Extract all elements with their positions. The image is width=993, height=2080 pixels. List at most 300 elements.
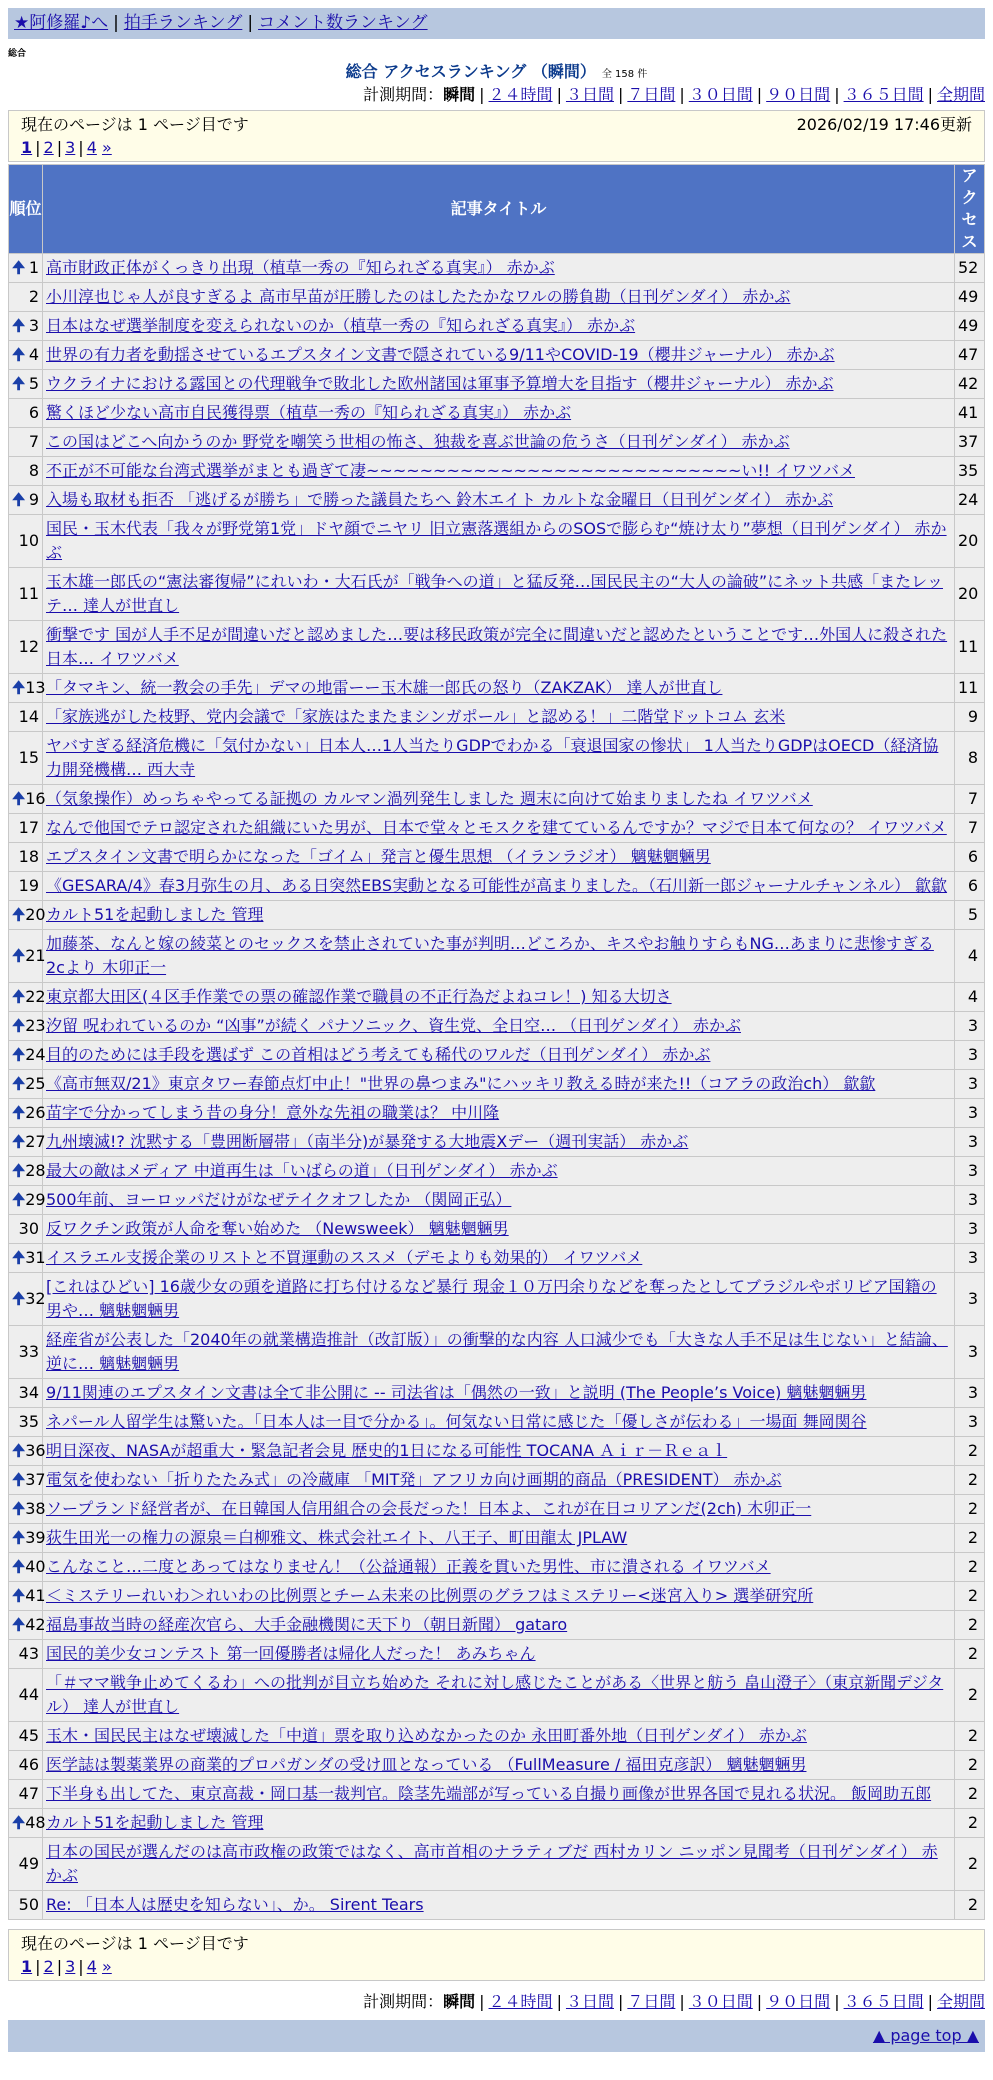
rank-number: 8 [28, 461, 39, 480]
title-cell [43, 872, 955, 901]
access-count: 24 [955, 486, 985, 515]
access-count: 49 [955, 312, 985, 341]
period-link[interactable]: ７日間 [627, 85, 676, 104]
title-cell [43, 1466, 955, 1495]
title-cell [43, 1273, 955, 1326]
page-separator: | [56, 1957, 63, 1976]
rank-number: 20 [25, 905, 46, 924]
up-arrow-icon: 🠉 [12, 1470, 26, 1489]
rank-number: 49 [18, 1854, 39, 1873]
access-count: 2 [955, 1611, 985, 1640]
access-count: 2 [955, 1780, 985, 1809]
table-row [9, 1012, 985, 1041]
rank-cell [9, 1553, 46, 1582]
rank-cell [9, 1186, 46, 1215]
table-row [9, 428, 985, 457]
page-link[interactable]: 4 [86, 138, 97, 157]
article-title-link[interactable]: 入場も取材も拒否 「逃げるが勝ち」で勝った議員たちへ 鈴木エイト カルトな金曜日（日刊ゲンダイ） 赤かぶ [46, 490, 834, 509]
table-row [9, 1326, 985, 1379]
access-count: 2 [955, 1524, 985, 1553]
article-title-link[interactable]: 荻生田光一の権力の源泉＝白柳雅文、株式会社エイト、八王子、町田龍太 JPLAW [46, 1528, 628, 1547]
period-link[interactable]: ３６５日間 [843, 85, 924, 104]
access-count: 6 [955, 872, 985, 901]
table-row [9, 1437, 985, 1466]
title-cell [43, 283, 955, 312]
article-title-link[interactable]: 福島事故当時の経産次官ら、大手金融機関に天下り（朝日新聞） gataro [46, 1615, 568, 1634]
table-row [9, 843, 985, 872]
updated-timestamp: 2026/02/19 17:46更新 [796, 115, 972, 134]
rank-cell [9, 1495, 46, 1524]
rank-cell [9, 254, 43, 283]
title-cell [43, 1751, 955, 1780]
title-cell [43, 486, 955, 515]
rank-cell [9, 457, 43, 486]
period-separator: | [756, 1992, 763, 2011]
pager-bottom [8, 1929, 985, 1981]
article-title-link[interactable]: Re: 「日本人は歴史を知らない」、か。 Sirent Tears [46, 1895, 424, 1914]
title-cell [43, 1780, 955, 1809]
title-cell [43, 568, 955, 621]
top-navigation-bar [8, 8, 985, 39]
table-row [9, 1495, 985, 1524]
article-title-link[interactable]: 玉木雄一郎氏の“憲法審復帰”にれいわ・大石氏が「戦争への道」と猛反発…国民民主の“大人の論破”にネット共感「またレッテ… 達人が世直し [46, 572, 943, 615]
article-title-link[interactable]: 「＃ママ戦争止めてくるわ」への批判が目立ち始めた それに対し感じたことがある〈世界と舫う 畠山澄子〉（東京新聞デジタル） 達人が世直し [46, 1673, 944, 1716]
access-count: 3 [955, 1215, 985, 1244]
access-count: 41 [955, 399, 985, 428]
table-row [9, 1838, 985, 1891]
title-cell [43, 843, 955, 872]
period-link[interactable]: ９０日間 [766, 85, 831, 104]
rank-cell [9, 1437, 46, 1466]
title-cell [43, 1326, 955, 1379]
article-title-link[interactable]: 目的のためには手段を選ばず この首相はどう考えても稀代のワルだ（日刊ゲンダイ） 赤かぶ [46, 1045, 711, 1064]
access-count: 7 [955, 785, 985, 814]
access-count: 9 [955, 703, 985, 732]
rank-number: 45 [18, 1726, 39, 1745]
article-title-link[interactable]: 不正が不可能な台湾式選挙がまとも過ぎて凄~~~~~~~~~~~~~~~~~~~~~~~~~~~~い!! イワツバメ [46, 461, 855, 480]
table-row [9, 732, 985, 785]
rank-number: 5 [28, 374, 39, 393]
title-cell [43, 1244, 955, 1273]
article-title-link[interactable]: 驚くほど少ない高市自民獲得票（植草一秀の『知られざる真実』） 赤かぶ [46, 403, 572, 422]
rank-cell [9, 486, 43, 515]
period-link[interactable]: ９０日間 [766, 1992, 831, 2011]
access-count: 3 [955, 1128, 985, 1157]
rank-number: 14 [18, 707, 39, 726]
up-arrow-icon: 🠉 [12, 1289, 26, 1308]
access-count: 3 [955, 1273, 985, 1326]
rank-cell [9, 785, 46, 814]
comment-ranking-link[interactable]: コメント数ランキング [258, 13, 428, 33]
rank-number: 1 [28, 258, 39, 277]
up-arrow-icon: 🠉 [12, 1528, 26, 1547]
rank-cell [9, 1524, 46, 1553]
table-row [9, 1379, 985, 1408]
article-title-link[interactable]: 9/11関連のエプスタイン文書は全て非公開に -- 司法省は「偶然の一致」と説明 (The People’s Voice) 魑魅魍魎男 [46, 1383, 867, 1402]
title-cell [43, 1582, 955, 1611]
rank-number: 25 [25, 1074, 46, 1093]
current-page-text: 現在のページは 1 ページ目です [21, 1934, 249, 1953]
up-arrow-icon: 🠉 [12, 490, 26, 509]
access-count: 2 [955, 1751, 985, 1780]
article-title-link[interactable]: 最大の敵はメディア 中道再生は「いばらの道」（日刊ゲンダイ） 赤かぶ [46, 1161, 558, 1180]
table-row [9, 1041, 985, 1070]
table-row [9, 1408, 985, 1437]
rank-number: 2 [28, 287, 39, 306]
table-row [9, 1611, 985, 1640]
title-cell [43, 1041, 955, 1070]
page-link-current[interactable]: 1 [21, 138, 33, 157]
up-arrow-icon: 🠉 [12, 1045, 26, 1064]
table-row [9, 1809, 985, 1838]
rank-number: 24 [25, 1045, 46, 1064]
period-separator: | [756, 85, 763, 104]
up-arrow-icon: 🠉 [12, 1248, 26, 1267]
period-link[interactable]: 全期間 [936, 85, 985, 104]
rank-cell [9, 283, 43, 312]
next-page-link[interactable]: » [101, 138, 112, 157]
up-arrow-icon: 🠉 [12, 1441, 26, 1460]
access-count: 4 [955, 983, 985, 1012]
rank-cell [9, 1157, 46, 1186]
up-arrow-icon: 🠉 [12, 1074, 26, 1093]
page-separator: | [56, 138, 63, 157]
article-title-link[interactable]: ＜ミステリーれいわ＞れいわの比例票とチーム未来の比例票のグラフはミステリー<迷宮入り> 選挙研究所 [46, 1586, 814, 1605]
page-separator: | [35, 138, 41, 157]
rank-cell [9, 1128, 46, 1157]
rank-cell [9, 1838, 43, 1891]
rank-cell [9, 1751, 43, 1780]
table-row [9, 1780, 985, 1809]
table-row [9, 703, 985, 732]
title-cell [43, 1495, 955, 1524]
title-cell [43, 674, 955, 703]
period-separator: | [617, 85, 624, 104]
rank-cell [9, 312, 43, 341]
article-title-link[interactable]: 玉木・国民民主はなぜ壊滅した「中道」票を取り込めなかったのか 永田町番外地（日刊ゲンダイ） 赤かぶ [46, 1726, 807, 1745]
up-arrow-icon: 🠉 [12, 678, 26, 697]
period-separator: | [556, 85, 562, 104]
rank-cell [9, 1326, 43, 1379]
rank-number: 13 [25, 678, 46, 697]
access-count: 35 [955, 457, 985, 486]
access-count: 2 [955, 1809, 985, 1838]
page-link[interactable]: 4 [86, 1957, 97, 1976]
article-title-link[interactable]: 小川淳也じゃ人が良すぎるよ 高市早苗が圧勝したのはしたたかなワルの勝負勘（日刊ゲンダイ） 赤かぶ [46, 287, 791, 306]
table-row [9, 785, 985, 814]
access-count: 3 [955, 1326, 985, 1379]
rank-cell [9, 843, 43, 872]
rank-number: 28 [25, 1161, 46, 1180]
table-row [9, 1244, 985, 1273]
article-title-link[interactable]: 「家族逃がした枝野、党内会議で「家族はたまたまシンガポール」と認める！」二階堂ドットコム 玄米 [46, 707, 786, 726]
table-row [9, 1669, 985, 1722]
page-top-link[interactable]: ▲ page top ▲ [872, 2026, 979, 2045]
article-title-link[interactable]: 反ワクチン政策が人命を奪い始めた （Newsweek） 魑魅魍魎男 [46, 1219, 509, 1238]
article-title-link[interactable]: 下半身も出してた、東京高裁・岡口基一裁判官。陰茎先端部が写っている自撮り画像が世界各国で見れる状況。 飯岡助五郎 [46, 1784, 932, 1803]
period-separator: | [556, 1992, 562, 2011]
rank-number: 33 [18, 1342, 39, 1361]
access-count: 52 [955, 254, 985, 283]
rank-number: 12 [18, 637, 39, 656]
table-row [9, 1751, 985, 1780]
rank-header: 順位 [9, 165, 43, 254]
table-row [9, 1186, 985, 1215]
period-link[interactable]: ２４時間 [488, 1992, 553, 2011]
access-count: 3 [955, 1244, 985, 1273]
table-row [9, 370, 985, 399]
access-count: 8 [955, 732, 985, 785]
rank-number: 41 [25, 1586, 46, 1605]
rank-number: 6 [28, 403, 39, 422]
rank-number: 47 [18, 1784, 39, 1803]
article-title-link[interactable]: こんなこと…二度とあってはなりません！（公益通報）正義を貫いた男性、市に潰される イワツバメ [46, 1557, 771, 1576]
period-separator: | [679, 85, 685, 104]
rank-number: 16 [25, 789, 46, 808]
period-link[interactable]: ３０日間 [688, 85, 753, 104]
rank-cell [9, 1611, 46, 1640]
pager-top [8, 110, 985, 162]
period-link[interactable]: ３０日間 [688, 1992, 753, 2011]
article-title-link[interactable]: ソープランド経営者が、在日韓国人信用組合の会長だった！日本よ、これが在日コリアンだ(2ch) 木卯正一 [46, 1499, 812, 1518]
rank-number: 30 [18, 1219, 39, 1238]
rank-number: 7 [28, 432, 39, 451]
access-count: 2 [955, 1582, 985, 1611]
article-title-link[interactable]: ウクライナにおける露国との代理戦争で敗北した欧州諸国は軍事予算増大を目指す（櫻井ジャーナル） 赤かぶ [46, 374, 834, 393]
title-cell [43, 457, 955, 486]
table-row [9, 1640, 985, 1669]
access-count: 2 [955, 1891, 985, 1920]
article-title-link[interactable]: 電気を使わない「折りたたみ式」の冷蔵庫 「MIT発」アフリカ向け画期的商品（PRESIDENT） 赤かぶ [46, 1470, 782, 1489]
rank-cell [9, 901, 46, 930]
article-title-link[interactable]: 汐留 呪われているのか “凶事”が続く パナソニック、資生党、全日空… （日刊ゲンダイ） 赤かぶ [46, 1016, 741, 1035]
up-arrow-icon: 🠉 [12, 987, 26, 1006]
period-label: 計測期間： [363, 85, 444, 104]
period-link[interactable]: ３６５日間 [843, 1992, 924, 2011]
current-page-text: 現在のページは 1 ページ目です [21, 115, 249, 134]
title-cell [43, 621, 955, 674]
article-title-link[interactable]: 医学誌は製薬業界の商業的プロパガンダの受け皿となっている （FullMeasure / 福田克彦訳） 魑魅魍魎男 [46, 1755, 807, 1774]
rank-cell [9, 1722, 43, 1751]
rank-number: 34 [18, 1383, 39, 1402]
article-title-link[interactable]: [これはひどい] 16歳少女の頭を道路に打ち付けるなど暴行 現金１０万円余りなどを奪ったとしてブラジルやボリビア国籍の男や… 魑魅魍魎男 [46, 1277, 937, 1320]
rank-cell [9, 399, 43, 428]
access-count: 6 [955, 843, 985, 872]
period-separator: | [927, 1992, 933, 2011]
page-separator: | [78, 138, 84, 157]
access-count: 2 [955, 1838, 985, 1891]
article-title-link[interactable]: 500年前、ヨーロッパだけがなぜテイクオフしたか （関岡正弘） [46, 1190, 512, 1209]
article-title-link[interactable]: 「タマキン、統一教会の手先」デマの地雷ーー玉木雄一郎氏の怒り（ZAKZAK） 達人が世直し [46, 678, 723, 697]
table-row [9, 283, 985, 312]
rank-number: 50 [18, 1895, 39, 1914]
title-cell [43, 1437, 955, 1466]
article-title-link[interactable]: この国はどこへ向かうのか 野党を嘲笑う世相の怖さ、独裁を喜ぶ世論の危うさ（日刊ゲンダイ） 赤かぶ [46, 432, 790, 451]
article-title-link[interactable]: カルト51を起動しました 管理 [46, 905, 264, 924]
article-title-link[interactable]: 日本はなぜ選挙制度を変えられないのか（植草一秀の『知られざる真実』） 赤かぶ [46, 316, 636, 335]
rank-cell [9, 515, 43, 568]
access-count: 37 [955, 428, 985, 457]
rank-cell [9, 674, 46, 703]
page-link[interactable]: 3 [65, 138, 76, 157]
up-arrow-icon: 🠉 [12, 374, 26, 393]
period-link[interactable]: ７日間 [627, 1992, 676, 2011]
applause-ranking-link[interactable]: 拍手ランキング [123, 13, 243, 33]
rank-cell [9, 428, 43, 457]
rank-number: 29 [25, 1190, 46, 1209]
title-cell [43, 1524, 955, 1553]
title-cell [43, 1408, 955, 1437]
title-cell [43, 1186, 955, 1215]
table-row [9, 486, 985, 515]
home-link[interactable]: ★阿修羅♪へ [14, 13, 109, 33]
title-cell [43, 312, 955, 341]
rank-cell [9, 703, 43, 732]
next-page-link[interactable]: » [101, 1957, 112, 1976]
article-title-link[interactable]: 経産省が公表した「2040年の就業構造推計（改訂版）」の衝撃的な内容 人口減少でも「大きな人手不足は生じない」と結論、逆に… 魑魅魍魎男 [46, 1330, 948, 1373]
access-count: 20 [955, 515, 985, 568]
title-cell [43, 1891, 955, 1920]
table-header-row [9, 165, 985, 254]
rank-number: 44 [18, 1685, 39, 1704]
page-link[interactable]: 2 [43, 1957, 54, 1976]
access-count: 2 [955, 1495, 985, 1524]
table-row [9, 1070, 985, 1099]
rank-number: 22 [25, 987, 46, 1006]
rank-cell [9, 621, 43, 674]
rank-number: 40 [25, 1557, 46, 1576]
access-count: 3 [955, 1157, 985, 1186]
rank-number: 17 [18, 818, 39, 837]
up-arrow-icon: 🠉 [12, 1103, 26, 1122]
period-separator: | [927, 85, 933, 104]
article-title-link[interactable]: イスラエル支援企業のリストと不買運動のススメ（デモよりも効果的） イワツバメ [46, 1248, 643, 1267]
access-count: 2 [955, 1722, 985, 1751]
table-row [9, 1157, 985, 1186]
article-title-link[interactable]: （気象操作）めっちゃやってる証拠の カルマン渦列発生しました 週末に向けて始まりましたね イワツバメ [46, 789, 813, 808]
up-arrow-icon: 🠉 [12, 789, 26, 808]
bottom-bar [8, 2020, 985, 2052]
article-title-link[interactable]: 国民的美少女コンテスト 第一回優勝者は帰化人だった！ あみちゃん [46, 1644, 536, 1663]
table-row [9, 621, 985, 674]
article-title-link[interactable]: ネパール人留学生は驚いた。「日本人は一目で分かる」。何気ない日常に感じた「優しさが伝わる」一場面 舞岡関谷 [46, 1412, 867, 1431]
rank-number: 38 [25, 1499, 46, 1518]
article-title-link[interactable]: カルト51を起動しました 管理 [46, 1813, 264, 1832]
rank-cell [9, 1809, 46, 1838]
title-cell [43, 428, 955, 457]
table-row [9, 1582, 985, 1611]
rank-cell [9, 1780, 43, 1809]
access-count: 5 [955, 901, 985, 930]
period-link[interactable]: ３日間 [565, 1992, 614, 2011]
article-title-link[interactable]: なんで他国でテロ認定された組織にいた男が、日本で堂々とモスクを建てているんですか？マジで日本て何なの？ イワツバメ [46, 818, 947, 837]
rank-number: 43 [18, 1644, 39, 1663]
table-row [9, 341, 985, 370]
period-separator: | [479, 85, 485, 104]
period-link[interactable]: ２４時間 [488, 85, 553, 104]
title-cell [43, 399, 955, 428]
article-title-link[interactable]: 加藤茶、なんと嫁の綾菜とのセックスを禁止されていた事が判明…どころか、キスやお触りすらもNG…あまりに悲惨すぎる2cより 木卯正一 [46, 934, 934, 977]
rank-cell [9, 1379, 43, 1408]
article-title-link[interactable]: 苗字で分かってしまう昔の身分！意外な先祖の職業は？ 中川隆 [46, 1103, 500, 1122]
title-line [0, 60, 993, 87]
title-cell [43, 1669, 955, 1722]
article-title-link[interactable]: エプスタイン文書で明らかになった「ゴイム」発言と優生思想 （イランラジオ） 魑魅魍魎男 [46, 847, 711, 866]
ranking-table [8, 164, 985, 1920]
rank-number: 46 [18, 1755, 39, 1774]
access-header: アクセス [955, 165, 985, 254]
access-count: 2 [955, 1669, 985, 1722]
access-count: 3 [955, 1041, 985, 1070]
article-title-link[interactable]: 高市財政正体がくっきり出現（植草一秀の『知られざる真実』） 赤かぶ [46, 258, 555, 277]
page-link-current[interactable]: 1 [21, 1957, 33, 1976]
up-arrow-icon: 🠉 [12, 1132, 26, 1151]
article-title-link[interactable]: 明日深夜、NASAが超重大・緊急記者会見 歴史的1日になる可能性 TOCANA Ａｉｒ－Ｒｅａｌ [46, 1441, 728, 1460]
up-arrow-icon: 🠉 [12, 905, 26, 924]
period-separator: | [834, 85, 840, 104]
article-title-link[interactable]: 世界の有力者を動揺させているエプスタイン文書で隠されている9/11やCOVID-19（櫻井ジャーナル） 赤かぶ [46, 345, 835, 364]
article-title-link[interactable]: 《GESARA/4》春3月弥生の月、ある日突然EBS実動となる可能性が高まりました。（石川新一郎ジャーナルチャンネル） 歙歙 [46, 876, 948, 895]
rank-number: 42 [25, 1615, 46, 1634]
title-cell [43, 254, 955, 283]
article-title-link[interactable]: 国民・玉木代表「我々が野党第1党」ドヤ顔でニヤリ 旧立憲落選組からのSOSで膨らむ“焼け太り”夢想（日刊ゲンダイ） 赤かぶ [46, 519, 947, 562]
period-current: 瞬間 [443, 85, 476, 104]
rank-cell [9, 872, 43, 901]
access-count: 7 [955, 814, 985, 843]
rank-number: 9 [28, 490, 39, 509]
table-row [9, 312, 985, 341]
rank-cell [9, 983, 46, 1012]
rank-cell [9, 930, 46, 983]
period-current: 瞬間 [443, 1992, 476, 2011]
up-arrow-icon: 🠉 [12, 1557, 26, 1576]
access-count: 4 [955, 930, 985, 983]
title-cell [43, 1640, 955, 1669]
article-title-link[interactable]: 日本の国民が選んだのは高市政権の政策ではなく、高市首相のナラティブだ 西村カリン ニッポン見聞考（日刊ゲンダイ） 赤かぶ [46, 1842, 938, 1885]
total-count: 全 158 件 [601, 69, 648, 80]
table-row [9, 515, 985, 568]
rank-number: 48 [25, 1813, 46, 1832]
page-links [21, 1956, 972, 1978]
nav-separator: | [113, 13, 119, 33]
access-count: 3 [955, 1099, 985, 1128]
article-title-link[interactable]: 衝撃です 国が人手不足が間違いだと認めました…要は移民政策が完全に間違いだと認めたということです…外国人に殺された日本… イワツバメ [46, 625, 948, 668]
article-title-link[interactable]: ヤバすぎる経済危機に「気付かない」日本人…1人当たりGDPでわかる「衰退国家の惨状」 1人当たりGDPはOECD（経済協力開発機構… 西大寺 [46, 736, 939, 779]
page-link[interactable]: 2 [43, 138, 54, 157]
table-row [9, 930, 985, 983]
page-link[interactable]: 3 [65, 1957, 76, 1976]
table-row [9, 1553, 985, 1582]
rank-number: 39 [25, 1528, 46, 1547]
period-selector-bottom [363, 1991, 985, 2013]
table-row [9, 1891, 985, 1920]
period-link[interactable]: 全期間 [936, 1992, 985, 2011]
up-arrow-icon: 🠉 [12, 1615, 26, 1634]
article-title-link[interactable]: 九州壊滅!? 沈黙する「豊囲断層帯」（南半分)が暴発する大地震Xデー（週刊実話） 赤かぶ [46, 1132, 689, 1151]
article-title-link[interactable]: 《高市無双/21》東京タワー春節点灯中止！"世界の鼻つまみ"にハッキリ教える時が来た!!（コアラの政治ch） 歙歙 [46, 1074, 876, 1093]
access-count: 3 [955, 1012, 985, 1041]
title-cell [43, 1809, 955, 1838]
page-title: 総合 アクセスランキング （瞬間） [345, 62, 596, 81]
article-title-link[interactable]: 東京都大田区(４区手作業での票の確認作業で職員の不正行為だよねコレ！) 知る大切さ [46, 987, 672, 1006]
title-cell [43, 1553, 955, 1582]
rank-cell [9, 1244, 46, 1273]
rank-cell [9, 1070, 46, 1099]
rank-number: 27 [25, 1132, 46, 1151]
title-cell [43, 1157, 955, 1186]
period-separator: | [834, 1992, 840, 2011]
period-link[interactable]: ３日間 [565, 85, 614, 104]
